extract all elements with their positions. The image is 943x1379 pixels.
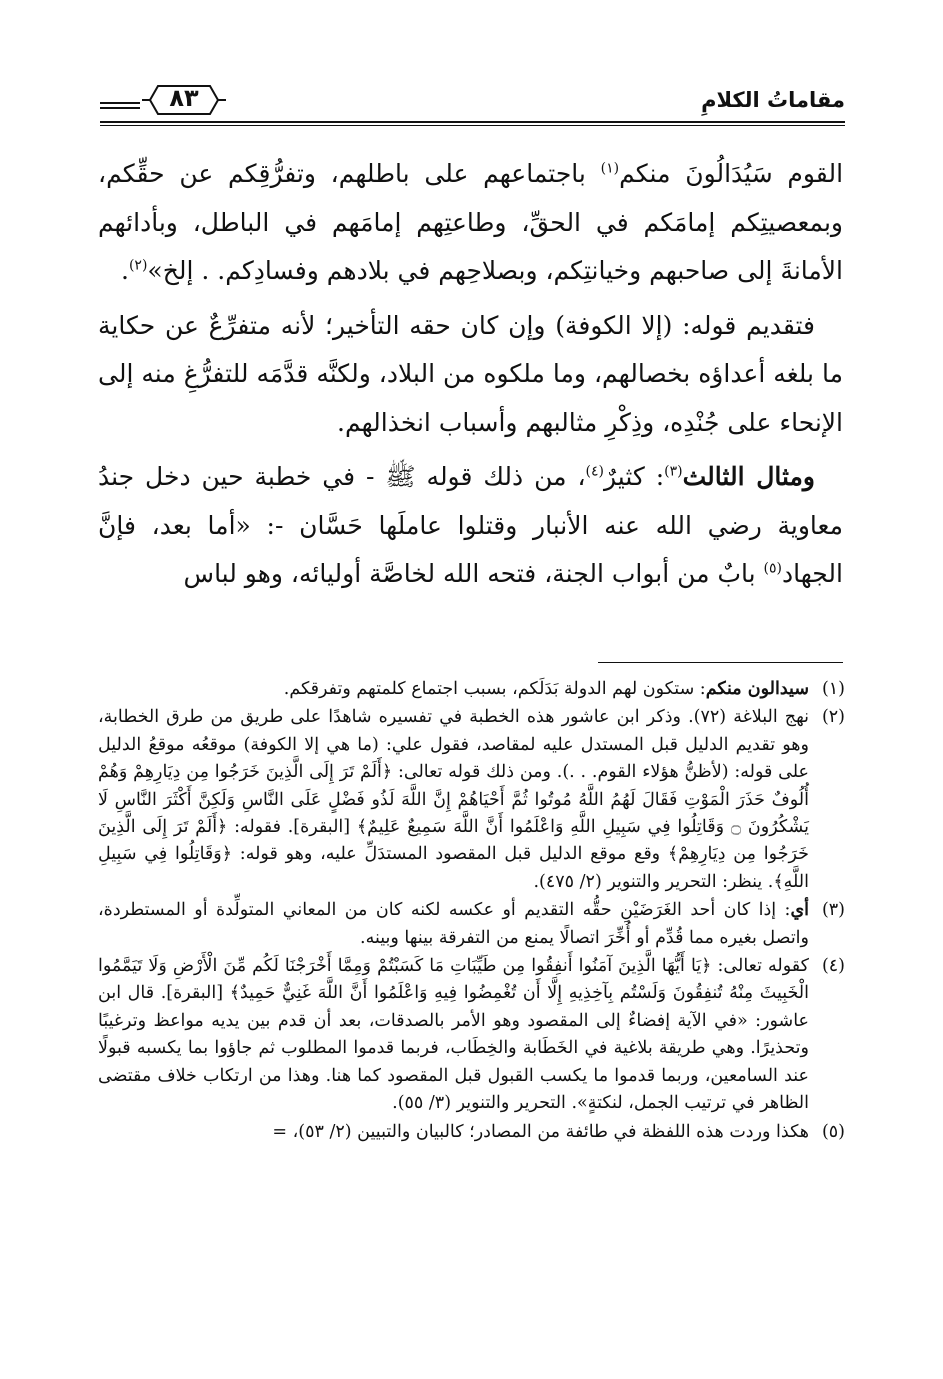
running-header (100, 78, 845, 128)
footnote-text: كقوله تعالى: ﴿يَا أَيُّهَا الَّذِينَ آمَنُوا أَنفِقُوا مِن طَيِّبَاتِ مَا كَسَبْتُمْ وَمِمَّا أَخْرَجْنَا لَكُم مِّنَ الْأَرْضِ وَلَا تَيَمَّمُوا الْخَبِيثَ مِنْهُ تُنفِقُونَ وَلَسْتُم بِآخِذِيهِ إِلَّا أَن تُغْمِضُوا فِيهِ وَاعْلَمُوا أَنَّ اللَّهَ غَنِيٌّ حَمِيدٌ﴾ [البقرة]. قال ابن عاشور: «في الآية إفضاءٌ إلى المقصود وهو الأمر بالصدقات، بعد أن قدم بين يديه مواعظ وترغيبًا وتحذيرًا. وهي طريقة بلاغية في الخَطَابة والخِطَاب، فربما قدموا المطلوب ثم جاؤوا بما يكسبه قبولًا عند السامعين، وربما قدموا ما يكسب القبول قبل المقصود كما هنا. وهذا من ارتكاب خلاف مقتضى الظاهر في ترتيب الجمل، لنكتةٍ». التحرير والتنوير (٣/ ٥٥). (98, 956, 809, 1114)
footnotes (98, 676, 845, 1146)
paragraph-1 (98, 150, 843, 296)
text-span: القوم سَيُدَالُونَ منكم (619, 159, 844, 188)
footnote-term: سيدالون منكم (705, 679, 809, 699)
footnote-text (98, 676, 809, 703)
text-span: : كثيرٌ (604, 462, 665, 491)
text-span: ، من ذلك قوله ﷺ - في خطبة حين دخل جندُ معاوية رضي الله عنه الأنبار وقتلوا عاملَها حَسَّان -: «أما بعد، فإنَّ الجهاد (98, 462, 843, 588)
footnote-ref-1: (١) (600, 160, 620, 177)
footnote-ref-2: (٢) (128, 257, 148, 274)
footnote-number: (١) (821, 679, 845, 699)
footnote-ref-5: (٥) (763, 560, 783, 577)
footnote-number: (٣) (821, 900, 845, 921)
footnote-5 (98, 1119, 845, 1146)
header-rule (100, 121, 845, 123)
footnote-number: (٤) (821, 956, 845, 977)
footnote-text (98, 897, 809, 952)
page-number: ٨٣ (169, 84, 199, 112)
footnote-ref-4: (٤) (585, 463, 605, 480)
footnote-number: (٢) (821, 707, 845, 728)
paragraph-3 (98, 453, 843, 599)
text-span: بابٌ من أبواب الجنة، فتحه الله لخاصَّة أوليائه، وهو لباس (183, 559, 764, 588)
header-ornament-line (100, 107, 140, 109)
footnote-4 (98, 953, 845, 1117)
page-number-frame (142, 82, 226, 118)
text-span: . (121, 256, 129, 285)
main-text (98, 150, 843, 599)
header-rule-thin (100, 125, 845, 126)
section-lead: ومثال الثالث (682, 462, 815, 491)
footnote-1 (98, 676, 845, 703)
header-ornament-line (100, 102, 140, 104)
header-title: مقاماتُ الكلامِ (701, 88, 845, 112)
text-span: باجتماعهم على باطلهم، وتفرُّقِكم عن حقِّكم، وبمعصيتِكم إمامَكم في الحقِّ، وطاعتِهم إمامَهم في الباطل، وبأدائهم الأمانةَ إلى صاحبهم وخيانتِكم، وبصلاحِهم في بلادهم وفسادِكم. . إلخ» (98, 159, 843, 285)
footnote-ref-3: (٣) (664, 463, 683, 480)
footnote-term: أي (790, 900, 809, 921)
paragraph-2: فتقديم قوله: (إلا الكوفة) وإن كان حقه التأخير؛ لأنه متفرِّعٌ عن حكاية ما بلغه أعداؤه بخصالهم، وما ملكوه من البلاد، ولكنَّه قدَّمَه للتفرُّغِ منه إلى الإنحاء على جُنْدِه، وذِكْرِ مثالبهم وأسباب انخذالهم. (98, 310, 843, 437)
footnote-text: نهج البلاغة (٧٢). وذكر ابن عاشور هذه الخطبة في تفسيره شاهدًا على طريق من طرق الخطابة، وهو تقديم الدليل قبل المستدل عليه لمقاصد، فقول علي: (ما هي إلا الكوفة) موقعُه موقعُ الدليل على قوله: (لأظنُّ هؤلاء القوم. . .). ومن ذلك قوله تعالى: ﴿أَلَمْ تَرَ إِلَى الَّذِينَ خَرَجُوا مِن دِيَارِهِمْ وَهُمْ أُلُوفٌ حَذَرَ الْمَوْتِ فَقَالَ لَهُمُ اللَّهُ مُوتُوا ثُمَّ أَحْيَاهُمْ إِنَّ اللَّهَ لَذُو فَضْلٍ عَلَى النَّاسِ وَلَكِنَّ أَكْثَرَ النَّاسِ لَا يَشْكُرُونَ ۝ وَقَاتِلُوا فِي سَبِيلِ اللَّهِ وَاعْلَمُوا أَنَّ اللَّهَ سَمِيعٌ عَلِيمٌ﴾ [البقرة]. فقوله: ﴿أَلَمْ تَرَ إِلَى الَّذِينَ خَرَجُوا مِن دِيَارِهِمْ﴾ وقع موقع الدليل قبل المقصود المستدَلِّ عليه، وهو قوله: ﴿وَقَاتِلُوا فِي سَبِيلِ اللَّهِ﴾. ينظر: التحرير والتنوير (٢/ ٤٧٥). (98, 707, 810, 892)
footnote-separator (598, 662, 843, 663)
footnote-text: هكذا وردت هذه اللفظة في طائفة من المصادر؛ كالبيان والتبيين (٢/ ٥٣)، = (272, 1121, 809, 1142)
footnote-number: (٥) (821, 1121, 845, 1142)
text-span: : ستكون لهم الدولة بَدَلَكم، بسبب اجتماع كلمتهم وتفرقكم. (283, 679, 706, 699)
text-span: : إذا كان أحد الغَرَضَيْنِ حقُّه التقديم أو عكسه لكنه كان من المعاني المتولِّدة أو المستطردة، واتصل بغيره مما قُدِّم أو أُخِّرَ اتصالًا يمنع من التفرقة بينها وبينه. (98, 900, 809, 948)
footnote-2 (98, 704, 845, 896)
footnote-3 (98, 897, 845, 952)
